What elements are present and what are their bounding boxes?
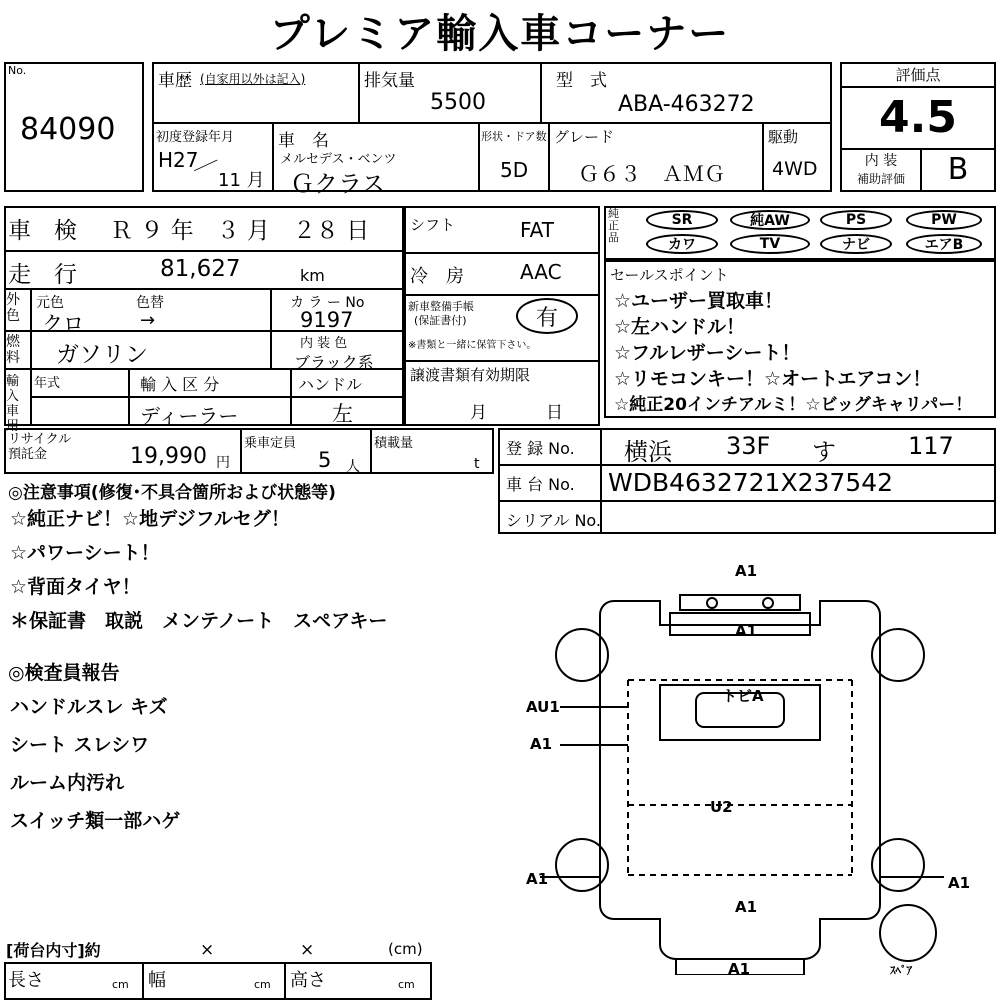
bed-size-box	[4, 962, 432, 1000]
diagram-label-spare: ｽﾍﾟｱ	[890, 964, 912, 977]
interior-rating-value: B	[947, 152, 969, 187]
divider	[840, 86, 996, 88]
bed-length-label: 長さ	[8, 970, 44, 991]
car-name-label: 車 名	[278, 131, 329, 151]
divider	[548, 122, 550, 192]
grade-value: Ｇ６３ ＡＭＧ	[578, 162, 725, 186]
no-label: No.	[8, 64, 27, 77]
no-value: 84090	[20, 112, 116, 147]
divider	[498, 500, 996, 502]
interior-rating-label-2: 補助評価	[856, 172, 905, 186]
genuine-item-airbag: エアB	[906, 234, 982, 254]
rating-value: 4.5	[879, 92, 957, 143]
diagram-label-a1-left: A1	[530, 735, 553, 753]
registration-no-label: 登 録 No.	[506, 439, 575, 458]
genuine-item-sr: SR	[646, 210, 718, 230]
notes-line: ＊保証書 取説 メンテノート スペアキー	[10, 610, 388, 632]
drive-value: 4WD	[772, 158, 818, 180]
serial-no-label: シリアル No.	[506, 511, 602, 530]
rating-label: 評価点	[895, 66, 941, 84]
divider	[152, 122, 832, 124]
divider	[404, 360, 600, 362]
inspection-value: Ｒ ９ 年 ３ 月 ２８ 日	[110, 218, 370, 244]
maintenance-label-1: 新車整備手帳	[408, 300, 474, 313]
notes-header: ◎注意事項(修復･不具合箇所および状態等)	[8, 483, 336, 503]
genuine-item-navi: ナビ	[820, 234, 892, 254]
load-label: 積載量	[374, 436, 414, 451]
displacement-value: 5500	[430, 90, 486, 115]
first-registration-label: 初度登録年月	[156, 130, 235, 145]
notes-line: ☆背面タイヤ！	[10, 576, 141, 598]
registration-place: 横浜	[624, 438, 672, 466]
first-registration-month: 11 月	[218, 170, 265, 191]
sales-point-line: ☆ユーザー買取車！	[614, 290, 784, 312]
bed-width-label: 幅	[148, 970, 166, 991]
shift-value: FAT	[520, 218, 555, 242]
aircon-label: 冷 房	[410, 266, 464, 287]
handle-value: 左	[332, 402, 353, 426]
diagram-label-a1-bumper: A1	[728, 960, 751, 978]
displacement-label: 排気量	[364, 71, 415, 91]
sales-point-line: ☆リモコンキー！☆オートエアコン！	[614, 368, 932, 390]
divider	[270, 330, 272, 368]
divider	[478, 122, 480, 192]
maintenance-label-2: (保証書付)	[414, 314, 467, 327]
car-name-value: Ｇクラス	[290, 170, 386, 198]
fuel-label: 燃 料	[6, 334, 20, 366]
color-number-value: 9197	[300, 308, 354, 332]
transfer-day: 日	[546, 403, 563, 423]
bed-size-header: [荷台内寸]約	[6, 941, 101, 960]
interior-rating-label-1: 内 装	[864, 153, 898, 169]
divider	[370, 428, 372, 474]
import-division-value: ディーラー	[140, 404, 239, 428]
sales-point-line: ☆左ハンドル！	[614, 316, 746, 338]
diagram-label-a1-top: A1	[735, 562, 758, 580]
registration-number: 117	[908, 432, 954, 460]
inspector-line: シート スレシワ	[10, 734, 150, 756]
color-change-label: 色替	[136, 295, 164, 311]
diagram-label-a1-hood: A1	[735, 622, 758, 640]
drive-label: 駆動	[768, 128, 799, 146]
recycle-unit: 円	[216, 455, 230, 471]
model-code-label: 型 式	[556, 71, 607, 91]
body-doors-label: 形状・ドア数	[481, 130, 547, 143]
grade-label: グレード	[554, 128, 615, 146]
divider	[270, 288, 272, 330]
shift-label: シフト	[410, 216, 456, 234]
bed-width-unit: cm	[254, 978, 271, 991]
car-maker: メルセデス・ベンツ	[280, 152, 397, 167]
mileage-value: 81,627	[160, 256, 241, 282]
divider	[540, 62, 542, 122]
sales-point-line: ☆純正20インチアルミ！☆ビッグキャリパー！	[614, 395, 973, 415]
notes-line: ☆パワーシート！	[10, 542, 160, 564]
divider	[358, 62, 360, 122]
bed-unit-header: (cm)	[388, 940, 423, 958]
body-doors-value: 5D	[500, 158, 529, 182]
interior-color-label: 内 装 色	[300, 336, 348, 351]
genuine-item-aw: 純AW	[730, 210, 810, 230]
divider	[404, 252, 600, 254]
handle-label: ハンドル	[298, 375, 363, 394]
color-number-label: カ ラ ー No	[290, 295, 365, 311]
divider	[272, 122, 274, 192]
first-registration-year: H27	[158, 148, 199, 172]
genuine-item-ps: PS	[820, 210, 892, 230]
chassis-no-value: WDB4632721X237542	[608, 468, 894, 497]
divider	[4, 250, 404, 252]
bed-length-unit: cm	[112, 978, 129, 991]
history-note: (自家用以外は記入)	[200, 72, 306, 86]
bed-height-label: 高さ	[290, 970, 326, 991]
inspector-line: ハンドルスレ キズ	[10, 696, 168, 718]
diagram-label-au1: AU1	[526, 698, 560, 716]
import-label: 輸 入 車 用	[6, 374, 20, 434]
registration-class: 33F	[726, 432, 771, 460]
inspector-line: ルーム内汚れ	[10, 772, 125, 794]
diagram-label-u2: U2	[710, 798, 733, 816]
capacity-value: 5	[318, 448, 332, 472]
bed-height-unit: cm	[398, 978, 415, 991]
page-title: プレミア輸入車コーナー	[269, 11, 731, 57]
diagram-label-tobia: トビA	[722, 687, 764, 705]
genuine-item-pw: PW	[906, 210, 982, 230]
capacity-label: 乗車定員	[244, 436, 297, 451]
inspector-line: スイッチ類一部ハゲ	[10, 810, 181, 832]
capacity-unit: 人	[346, 459, 360, 475]
bed-times-2: ×	[300, 940, 315, 960]
diagram-label-a1-rear: A1	[735, 898, 758, 916]
transfer-month: 月	[470, 403, 487, 423]
sales-point-line: ☆フルレザーシート！	[614, 342, 801, 364]
divider	[284, 962, 286, 1000]
original-color-label: 元色	[36, 295, 64, 311]
recycle-label: リサイクル 預託金	[8, 432, 72, 462]
divider	[498, 464, 996, 466]
maintenance-note: ※書類と一緒に保管下さい。	[408, 340, 537, 351]
original-color-value: クロ	[42, 312, 84, 336]
genuine-item-kawa: カワ	[646, 234, 718, 254]
notes-line: ☆純正ナビ！☆地デジフルセグ！	[10, 508, 290, 530]
registration-kana: す	[812, 438, 836, 466]
aircon-value: AAC	[520, 260, 562, 284]
bed-times-1: ×	[200, 940, 215, 960]
diagram-label-a1-rear-left: A1	[526, 870, 549, 888]
sales-points-header: セールスポイント	[610, 266, 729, 284]
divider	[30, 288, 32, 426]
genuine-item-tv: TV	[730, 234, 810, 254]
fuel-value: ガソリン	[56, 342, 148, 368]
model-code-value: ABA-463272	[618, 92, 755, 117]
interior-color-value: ブラック系	[294, 353, 374, 372]
recycle-value: 19,990	[130, 444, 207, 469]
chassis-no-label: 車 台 No.	[506, 475, 575, 494]
divider	[404, 294, 600, 296]
divider	[762, 122, 764, 192]
outer-color-label: 外 色	[6, 292, 20, 324]
slash: ／	[191, 151, 219, 181]
history-label: 車歴	[158, 71, 192, 91]
transfer-label: 譲渡書類有効期限	[410, 366, 531, 384]
import-division-label: 輸 入 区 分	[140, 375, 220, 394]
import-year-label: 年式	[34, 376, 61, 391]
maintenance-value: 有	[516, 298, 578, 334]
divider	[240, 428, 242, 474]
divider	[142, 962, 144, 1000]
genuine-label: 純 正 品	[608, 207, 619, 244]
diagram-label-a1-rear-right: A1	[948, 874, 971, 892]
mileage-unit: km	[300, 266, 325, 285]
mileage-label: 走 行	[8, 262, 77, 288]
inspector-header: ◎検査員報告	[8, 662, 120, 684]
load-unit: t	[474, 456, 480, 472]
color-arrow: →	[140, 310, 156, 331]
inspection-label: 車 検	[8, 218, 77, 244]
